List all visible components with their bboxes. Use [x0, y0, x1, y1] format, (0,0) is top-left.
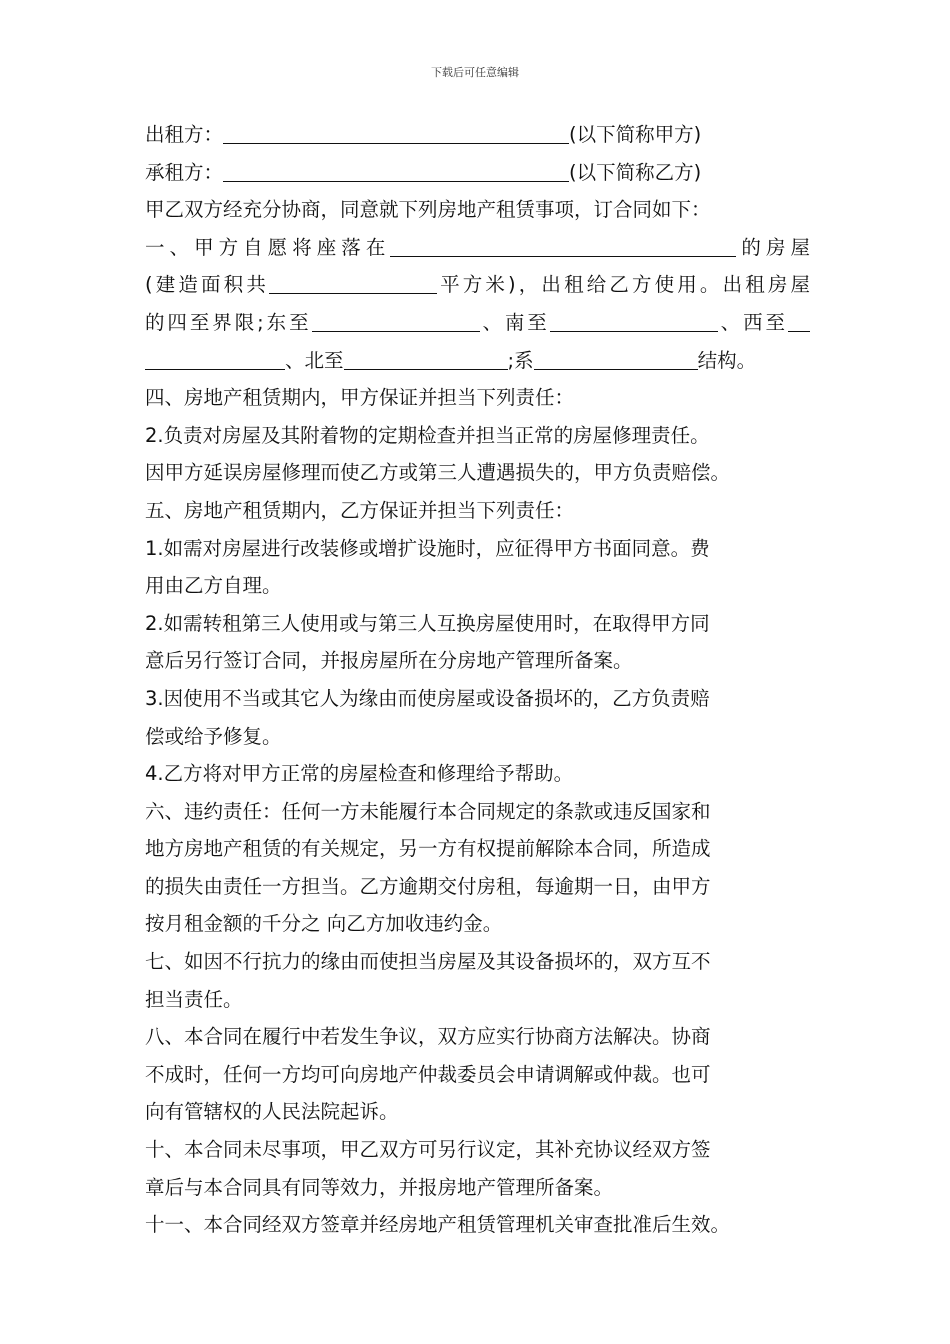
clause8-line3: 向有管辖权的人民法院起诉。: [145, 1100, 399, 1124]
clause6-line4: 按月租金额的千分之 向乙方加收违约金。: [145, 912, 503, 936]
location-blank[interactable]: [390, 236, 736, 257]
lessor-label: 出租方：: [145, 123, 224, 146]
clause1-text-c: (建造面积共: [145, 273, 269, 297]
lessee-label: 承租方：: [145, 160, 224, 184]
clause1-text-e: 的四至界限;东至: [145, 310, 312, 334]
clause10-line1: 十、本合同未尽事项，甲乙双方可另行议定，其补充协议经双方签: [145, 1138, 711, 1162]
clause1-line4: [145, 342, 810, 380]
clause1-text-d: 平方米)，出租给乙方使用。出租房屋: [436, 273, 811, 297]
contract-body: [145, 116, 810, 1244]
clause5-item3-line2: 偿或给予修复。: [145, 724, 282, 748]
clause1-text-b: 的房屋: [736, 235, 810, 259]
west-boundary-blank-start[interactable]: [788, 311, 810, 332]
north-boundary-blank[interactable]: [344, 349, 508, 370]
east-boundary-blank[interactable]: [312, 311, 480, 332]
lessee-line: [145, 154, 810, 192]
clause5-item3-line1: 3.因使用不当或其它人为缘由而使房屋或设备损坏的，乙方负责赔: [145, 686, 710, 710]
clause1-line3: [145, 304, 810, 342]
clause5-item4: 4.乙方将对甲方正常的房屋检查和修理给予帮助。: [145, 762, 574, 786]
clause6-line2: 地方房地产租赁的有关规定，另一方有权提前解除本合同，所造成: [145, 837, 711, 861]
page-header: 下载后可任意编辑: [431, 66, 519, 79]
clause4-title: 四、房地产租赁期内，甲方保证并担当下列责任：: [145, 386, 575, 410]
clause4-item2-line1: 2.负责对房屋及其附着物的定期检查并担当正常的房屋修理责任。: [145, 423, 710, 447]
clause1-text-g: 、西至: [717, 310, 788, 334]
clause1-text-i: ;系: [507, 348, 534, 372]
clause1-line2: [145, 266, 810, 304]
clause8-line2: 不成时，任何一方均可向房地产仲裁委员会申请调解或仲裁。也可: [145, 1062, 711, 1086]
clause7-line1: 七、如因不行抗力的缘由而使担当房屋及其设备损坏的，双方互不: [145, 950, 711, 974]
clause11-line1: 十一、本合同经双方签章并经房地产租赁管理机关审查批准后生效。: [145, 1213, 731, 1237]
south-boundary-blank[interactable]: [550, 311, 718, 332]
clause1-text-j: 结构。: [697, 348, 757, 372]
west-boundary-blank-end[interactable]: [145, 349, 285, 370]
lessee-name-blank[interactable]: [223, 161, 569, 182]
clause5-item1-line2: 用由乙方自理。: [145, 574, 282, 598]
lessor-note: (以下简称甲方): [569, 123, 702, 146]
clause1-text-h: 、北至: [285, 348, 344, 372]
clause5-title: 五、房地产租赁期内，乙方保证并担当下列责任：: [145, 498, 575, 522]
lessor-line: [145, 116, 810, 154]
area-blank[interactable]: [269, 273, 437, 294]
clause4-item2-line2: 因甲方延误房屋修理而使乙方或第三人遭遇损失的，甲方负责赔偿。: [145, 461, 731, 485]
clause5-item1-line1: 1.如需对房屋进行改装修或增扩设施时，应征得甲方书面同意。费: [145, 536, 710, 560]
clause6-line1: 六、违约责任：任何一方未能履行本合同规定的条款或违反国家和: [145, 799, 711, 823]
clause8-line1: 八、本合同在履行中若发生争议，双方应实行协商方法解决。协商: [145, 1025, 711, 1049]
clause1-line1: [145, 229, 810, 267]
lessee-note: (以下简称乙方): [569, 160, 702, 184]
clause1-text-a: 一、甲方自愿将座落在: [145, 235, 391, 259]
lessor-name-blank[interactable]: [223, 123, 569, 144]
clause5-item2-line1: 2.如需转租第三人使用或与第三人互换房屋使用时，在取得甲方同: [145, 611, 710, 635]
intro-line: 甲乙双方经充分协商，同意就下列房地产租赁事项，订合同如下：: [145, 198, 711, 222]
structure-blank[interactable]: [534, 349, 698, 370]
clause7-line2: 担当责任。: [145, 987, 243, 1011]
clause1-text-f: 、南至: [479, 310, 550, 334]
clause5-item2-line2: 意后另行签订合同，并报房屋所在分房地产管理所备案。: [145, 649, 633, 673]
clause10-line2: 章后与本合同具有同等效力，并报房地产管理所备案。: [145, 1175, 614, 1199]
clause6-line3: 的损失由责任一方担当。乙方逾期交付房租，每逾期一日，由甲方: [145, 874, 711, 898]
